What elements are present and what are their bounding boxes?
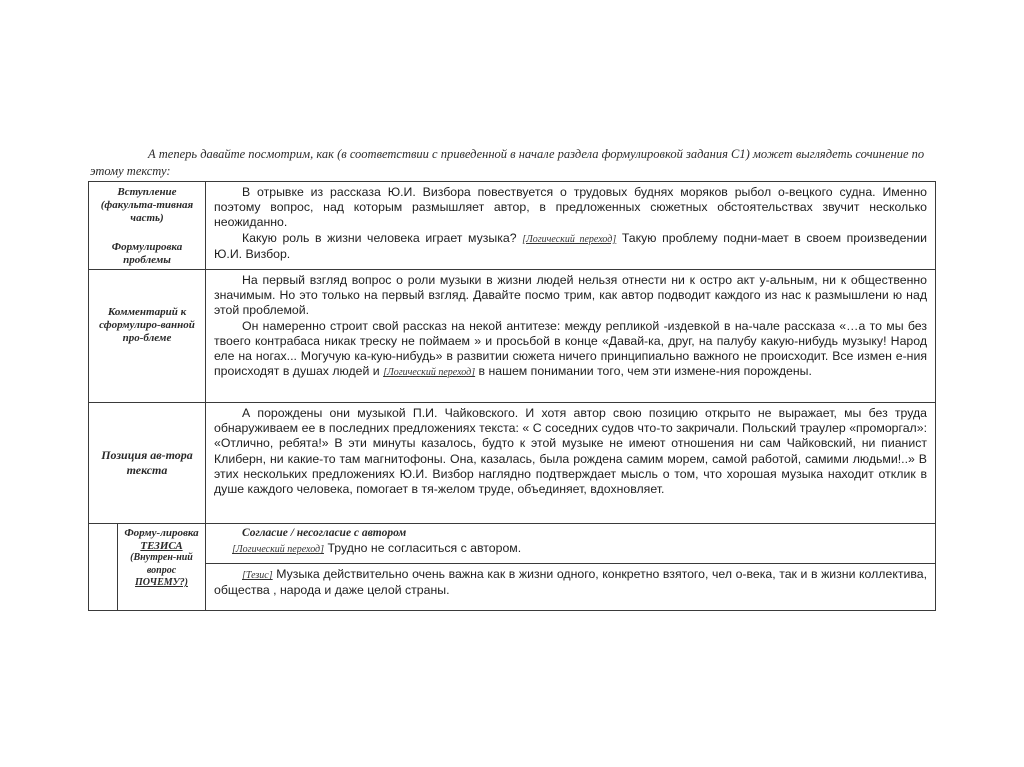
table-row-thesis-agreement xyxy=(89,524,936,564)
thesis-tag: [Тезис] xyxy=(242,570,273,581)
paragraph: В отрывке из рассказа Ю.И. Визбора повествуется о трудовых буднях моряков рыбол о-вецкого судна. Именно поэтому вопрос, над которым размышляет автор, в предложенных сюжетных обстоятельствах звучит несколько неожиданно. xyxy=(214,185,927,230)
row-content-commentary xyxy=(206,270,936,403)
paragraph: А порождены они музыкой П.И. Чайковского. И хотя автор свою позицию открыто не выражает, мы без труда обнаруживаем ее в последних предложениях текста: « С соседних судов что-то закричали. Польский траулер «проморгал»: «Отлично, ребята!» В эти минуты казалось, будто к этой музыке не имеют отношения ни сам Чайковский, ни пианист Клиберн, ни какие-то там магнитофоны. Она, казалась, была рождена самим морем, самой работой, самими людьми!..» В этих нескольких предложениях Ю.И. Визбор наглядно подтверждает мысль о том, что хорошая музыка находит отклик в душе каждого человека, помогает в тя-желом труде, объединяет, вдохновляет. xyxy=(214,406,927,497)
paragraph xyxy=(214,567,927,598)
sentence: Он намеренно строит свой рассказ на некой антитезе: между репликой -издевкой в на-чале рассказа «…а то мы без твоего контрабаса никак треску не поймаем » и просьбой в конце «Давай-ка, друг, на палубу какую-нибудь музыку! Народ еле на ногах... Могучую ка-кую-нибудь» в развитии сюжета ничего принципиально важного не происходит. Все измен е-ния происходят в душах людей и xyxy=(214,318,927,379)
row-content-introduction xyxy=(206,182,936,270)
sentence: Какую роль в жизни человека играет музыка? xyxy=(242,230,517,245)
row-label-introduction xyxy=(89,182,206,270)
logical-transition-tag: [Логический переход] xyxy=(383,367,476,379)
label-inner-question: (Внутрен-ний вопрос xyxy=(130,552,193,576)
sentence: Трудно не согласиться с автором. xyxy=(327,541,522,556)
intro-text: А теперь давайте посмотрим, как (в соответствии с приведенной в начале раздела формулировкой задания С1) может выглядеть сочинение по этому тексту: xyxy=(90,147,925,178)
label-problem-statement: Формулировка проблемы xyxy=(111,241,183,266)
row-label-author-position xyxy=(89,403,206,524)
row-content-agreement xyxy=(206,524,936,564)
label-commentary: Комментарий к сформулиро-ванной про-блеме xyxy=(99,305,195,344)
essay-structure-table xyxy=(88,181,936,611)
paragraph xyxy=(214,319,927,381)
paragraph xyxy=(214,541,927,557)
label-thesis-formulation: Форму-лировка xyxy=(124,527,199,539)
table-row-introduction xyxy=(89,182,936,270)
row-label-commentary xyxy=(89,270,206,403)
logical-transition-tag: [Логический переход] xyxy=(522,233,617,245)
label-thesis: ТЕЗИСА xyxy=(140,539,183,552)
table-row-thesis xyxy=(89,564,936,611)
label-introduction: Вступление (факульта-тивная часть) xyxy=(100,186,194,224)
sentence: в нашем понимании того, чем эти измене-ния порождены. xyxy=(478,364,812,379)
agreement-label: Согласие / несогласие с автором xyxy=(242,527,407,539)
label-why: ПОЧЕМУ?) xyxy=(135,577,188,588)
sentence: Такую проблему подни-мает в своем произведении Ю.И. Визбор. xyxy=(214,230,927,261)
paragraph xyxy=(214,231,927,262)
paragraph: На первый взгляд вопрос о роли музыки в жизни людей нельзя отнести ни к остро акт у-альным, ни к общественно значимым. Но это только на первый взгляд. Давайте посмо трим, как автор подводит каждого из нас к размышлени ю над этой проблемой. xyxy=(214,273,927,318)
table-row-commentary xyxy=(89,270,936,403)
empty-cell xyxy=(89,524,118,611)
label-author-position: Позиция ав-тора текста xyxy=(101,448,193,477)
row-label-thesis xyxy=(118,524,206,611)
sentence: Музыка действительно очень важна как в жизни одного, конкретно взятого, чел о-века, так и в жизни коллектива, общества , народа и даже целой страны. xyxy=(214,567,927,598)
row-content-thesis xyxy=(206,564,936,611)
row-content-author-position xyxy=(206,403,936,524)
logical-transition-tag: [Логический переход] xyxy=(232,544,325,556)
table-row-author-position xyxy=(89,403,936,524)
